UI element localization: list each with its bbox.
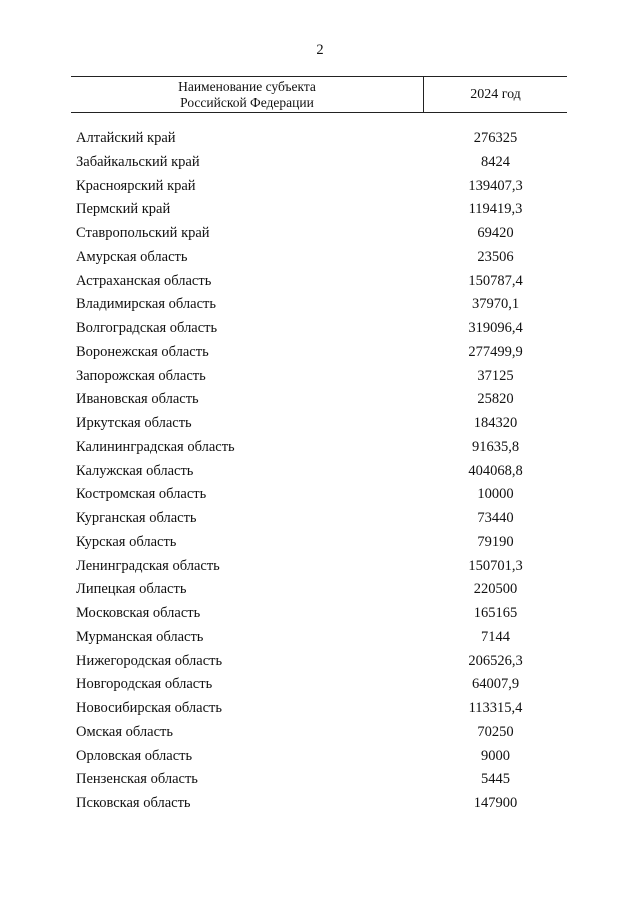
table-row <box>0 175 640 199</box>
region-name: Московская область <box>76 605 201 621</box>
region-name: Новгородская область <box>76 676 213 693</box>
table-row <box>0 460 640 484</box>
region-value-2024: 139407,3 <box>468 177 523 194</box>
region-value-2024: 37970,1 <box>471 296 520 313</box>
page-number: 2 <box>316 42 324 58</box>
table-row <box>0 745 640 769</box>
table-row <box>0 317 640 341</box>
region-value-2024: 113315,4 <box>468 700 523 716</box>
region-value-2024: 25820 <box>477 391 514 408</box>
region-value-2024: 70250 <box>477 723 514 740</box>
table-row <box>0 721 640 745</box>
region-value-2024: 91635,8 <box>471 438 520 455</box>
header-subject-name-line1: Наименование субъекта <box>178 78 316 94</box>
table-row <box>0 151 640 175</box>
region-name: Владимирская область <box>76 296 216 313</box>
table-row <box>0 365 640 389</box>
region-name: Волгоградская область <box>76 320 218 336</box>
table-row <box>0 293 640 317</box>
table-row <box>0 341 640 365</box>
region-value-2024: 37125 <box>477 367 514 384</box>
region-value-2024: 276325 <box>473 130 518 146</box>
region-value-2024: 73440 <box>477 510 514 526</box>
table-row <box>0 555 640 579</box>
table-row <box>0 673 640 697</box>
region-name: Амурская область <box>76 248 188 265</box>
region-value-2024: 119419,3 <box>468 201 523 218</box>
region-value-2024: 8424 <box>481 153 510 170</box>
region-name: Нижегородская область <box>76 652 223 669</box>
table-row <box>0 507 640 531</box>
region-name: Костромская область <box>76 486 207 503</box>
region-value-2024: 220500 <box>473 581 518 598</box>
region-value-2024: 69420 <box>477 225 514 241</box>
table-row <box>0 483 640 507</box>
region-value-2024: 7144 <box>481 628 510 645</box>
region-value-2024: 147900 <box>473 795 518 811</box>
table-row <box>0 388 640 412</box>
table-row <box>0 768 640 792</box>
region-name: Курская область <box>76 533 177 550</box>
region-name: Запорожская область <box>76 367 206 384</box>
header-subject-name <box>71 77 423 112</box>
region-value-2024: 165165 <box>473 605 518 621</box>
region-name: Иркутская область <box>76 415 192 431</box>
region-name: Мурманская область <box>76 628 204 645</box>
region-value-2024: 9000 <box>481 747 510 764</box>
region-value-2024: 206526,3 <box>468 652 523 669</box>
table-row <box>0 602 640 626</box>
region-value-2024: 277499,9 <box>468 343 523 360</box>
region-name: Астраханская область <box>76 272 212 289</box>
region-value-2024: 150787,4 <box>468 272 523 289</box>
region-name: Пермский край <box>76 201 171 218</box>
region-name: Орловская область <box>76 747 193 764</box>
table-row <box>0 792 640 816</box>
table-row <box>0 531 640 555</box>
table-row <box>0 436 640 460</box>
table-row <box>0 626 640 650</box>
region-name: Ставропольский край <box>76 225 210 241</box>
region-name: Пензенская область <box>76 771 198 788</box>
region-name: Алтайский край <box>76 130 176 146</box>
table-row <box>0 270 640 294</box>
table-header <box>71 76 567 113</box>
table-row <box>0 650 640 674</box>
region-value-2024: 184320 <box>473 415 518 431</box>
region-name: Ленинградская область <box>76 557 220 574</box>
region-name: Воронежская область <box>76 343 209 360</box>
region-value-2024: 404068,8 <box>468 462 523 479</box>
region-name: Красноярский край <box>76 177 196 194</box>
region-name: Калужская область <box>76 462 194 479</box>
region-name: Липецкая область <box>76 581 187 598</box>
region-name: Курганская область <box>76 510 197 526</box>
region-value-2024: 150701,3 <box>468 557 523 574</box>
region-value-2024: 79190 <box>477 533 514 550</box>
region-value-2024: 319096,4 <box>468 320 523 336</box>
region-name: Новосибирская область <box>76 700 222 716</box>
table-row <box>0 246 640 270</box>
table-row <box>0 222 640 246</box>
table-row <box>0 578 640 602</box>
table-row <box>0 127 640 151</box>
region-name: Калининградская область <box>76 438 235 455</box>
table-row <box>0 697 640 721</box>
region-value-2024: 64007,9 <box>471 676 520 693</box>
region-name: Псковская область <box>76 795 191 811</box>
header-year: 2024 год <box>470 86 521 102</box>
region-name: Забайкальский край <box>76 153 200 170</box>
region-value-2024: 5445 <box>481 771 510 788</box>
region-value-2024: 10000 <box>477 486 514 503</box>
table-row <box>0 412 640 436</box>
region-name: Омская область <box>76 723 173 740</box>
table-row <box>0 198 640 222</box>
table-body <box>0 127 640 816</box>
region-value-2024: 23506 <box>477 248 514 265</box>
header-subject-name-line2: Российской Федерации <box>180 94 314 110</box>
region-name: Ивановская область <box>76 391 199 408</box>
